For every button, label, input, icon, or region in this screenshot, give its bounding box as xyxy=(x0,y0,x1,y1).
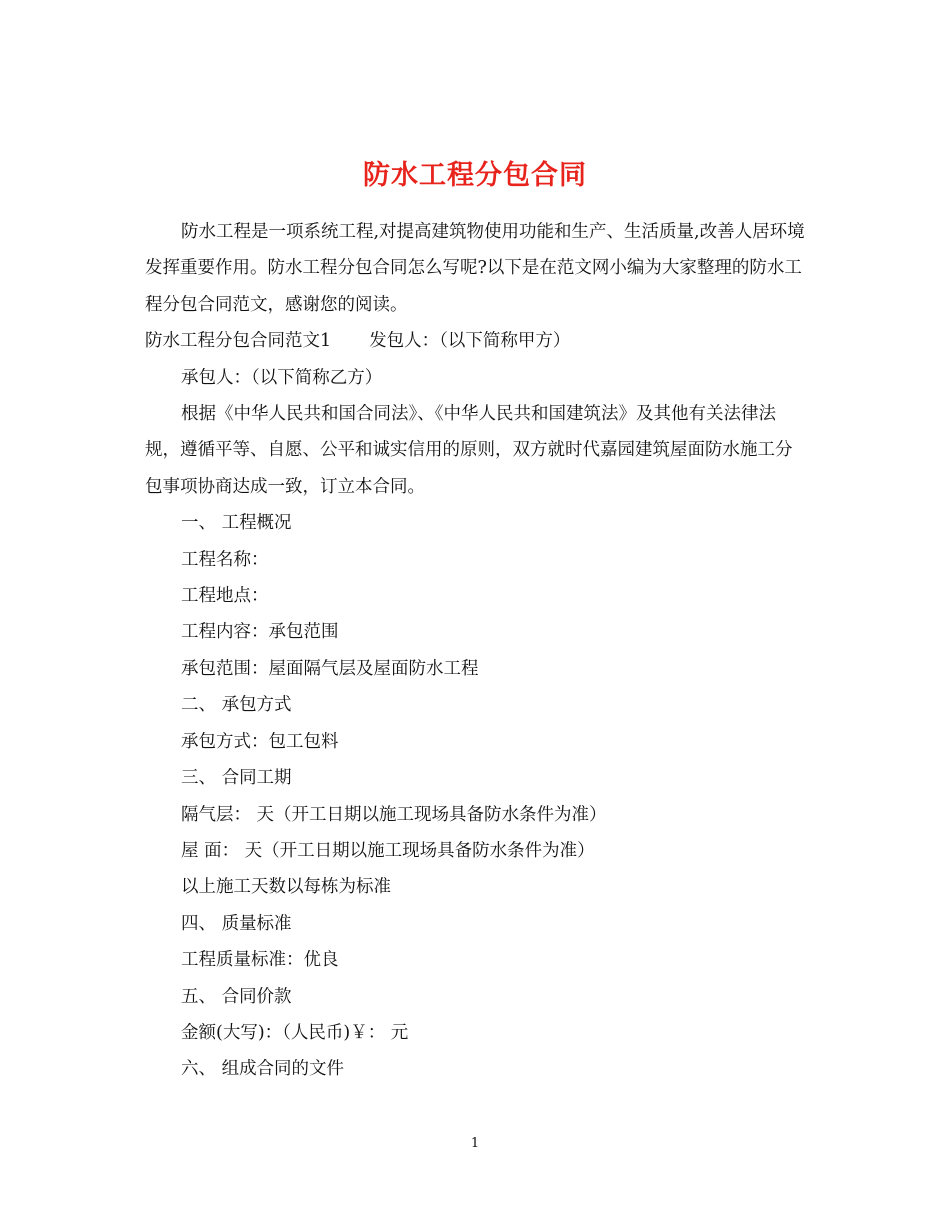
sample-heading-line xyxy=(145,323,807,359)
intro-paragraph: 防水工程是一项系统工程,对提高建筑物使用功能和生产、生活质量,改善人居环境发挥重要作用。防水工程分包合同怎么写呢?以下是在范文网小编为大家整理的防水工程分包合同范文，感谢您的阅读。 xyxy=(145,222,805,315)
clause-line: 承包范围：屋面隔气层及屋面防水工程 xyxy=(181,658,479,679)
clause-line: 工程名称： xyxy=(181,549,269,570)
clause-line: 屋 面： 天（开工日期以施工现场具备防水条件为准） xyxy=(181,840,595,861)
sample-heading: 防水工程分包合同范文1 xyxy=(145,331,332,352)
clause-line: 金额(大写)：（人民币)￥： 元 xyxy=(181,1022,409,1043)
section-heading: 五、 合同价款 xyxy=(181,986,292,1007)
document-body xyxy=(145,214,807,1088)
section-heading: 三、 合同工期 xyxy=(181,768,292,789)
section-heading: 六、 组成合同的文件 xyxy=(181,1059,345,1080)
employer-line: 发包人：（以下简称甲方） xyxy=(369,331,571,352)
section-heading: 二、 承包方式 xyxy=(181,695,292,716)
clause-line: 工程地点： xyxy=(181,586,269,607)
clause-line: 承包方式：包工包料 xyxy=(181,731,339,752)
clause-line: 工程内容：承包范围 xyxy=(181,622,339,643)
page-number: 1 xyxy=(470,1136,480,1151)
clause-line: 以上施工天数以每栋为标准 xyxy=(181,877,391,898)
document-title: 防水工程分包合同 xyxy=(363,160,587,192)
contractor-line: 承包人：（以下简称乙方） xyxy=(181,367,383,388)
section-heading: 四、 质量标准 xyxy=(181,913,292,934)
clause-line: 工程质量标准：优良 xyxy=(181,950,339,971)
section-heading: 一、 工程概况 xyxy=(181,513,292,534)
clause-line: 隔气层： 天（开工日期以施工现场具备防水条件为准） xyxy=(181,804,607,825)
basis-paragraph: 根据《中华人民共和国合同法》、《中华人民共和国建筑法》及其他有关法律法规，遵循平等、自愿、公平和诚实信用的原则，双方就时代嘉园建筑屋面防水施工分包事项协商达成一致，订立本合同。 xyxy=(145,404,793,497)
